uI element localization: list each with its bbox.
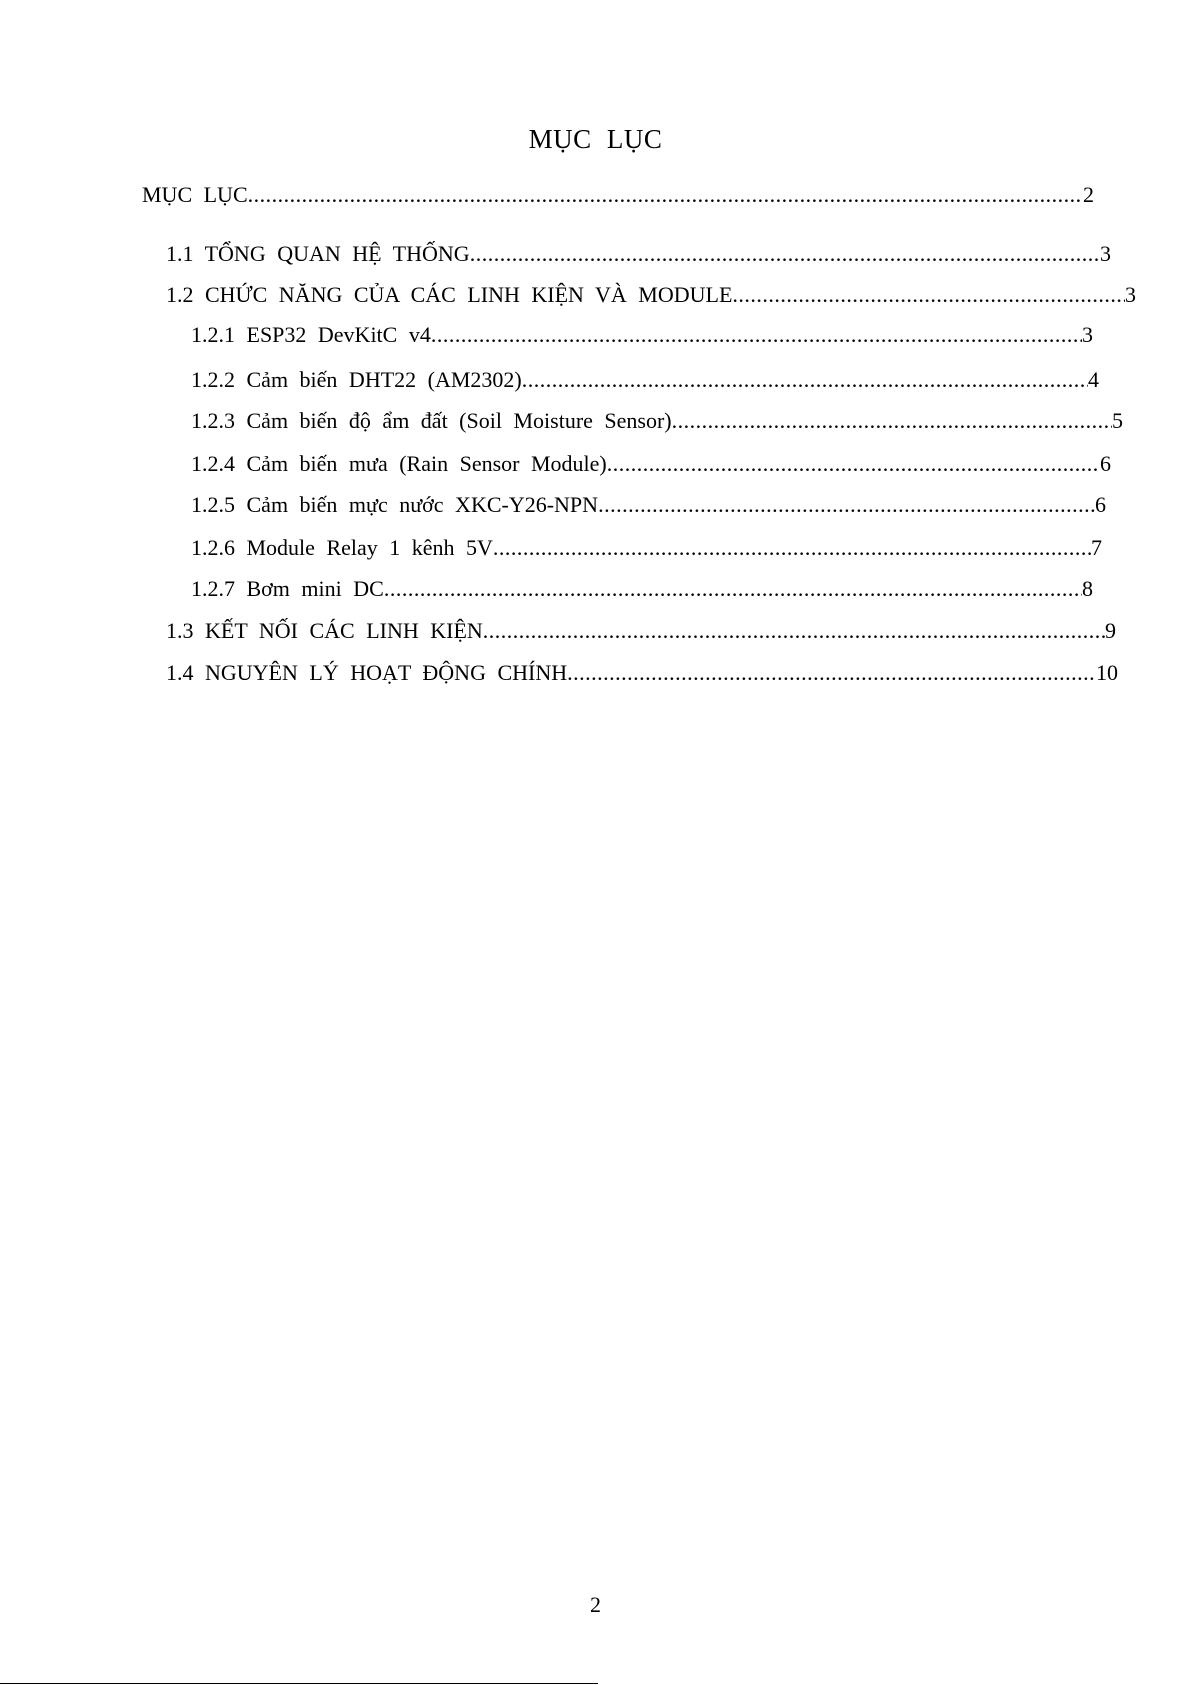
toc-entry-1-2-6[interactable] [191,534,1102,562]
toc-entry-page: 3 [1125,282,1136,307]
toc-entry-1-2-4[interactable] [191,450,1111,478]
bottom-divider [0,1683,598,1684]
toc-entry-page: 6 [1100,451,1111,476]
toc-entry-page: 10 [1096,660,1118,685]
toc-dot-leader [493,534,1091,562]
toc-entry-label: 1.2.2 Cảm biến DHT22 (AM2302) [191,367,522,392]
toc-entry-1-2-5[interactable] [191,491,1106,519]
toc-entry-1-1[interactable] [166,240,1111,268]
page-title: MỤC LỤC [528,124,663,154]
toc-entry-page: 6 [1095,492,1106,517]
toc-dot-leader [431,321,1082,349]
toc-entry-label: 1.2.6 Module Relay 1 kênh 5V [191,535,493,560]
toc-dot-leader [567,659,1096,687]
toc-entry-label: MỤC LỤC [142,182,248,207]
toc-entry-page: 7 [1091,535,1102,560]
toc-dot-leader [483,617,1105,645]
toc-dot-leader [607,450,1100,478]
toc-entry-page: 3 [1100,241,1111,266]
page-number: 2 [590,1592,601,1617]
toc-entry-1-2-2[interactable] [191,366,1099,394]
toc-entry-1-4[interactable] [166,659,1118,687]
toc-entry-label: 1.2 CHỨC NĂNG CỦA CÁC LINH KIỆN VÀ MODULE [166,282,733,307]
toc-entry-page: 9 [1105,618,1116,643]
toc-dot-leader [598,491,1095,519]
toc-dot-leader [672,407,1112,435]
toc-dot-leader [470,240,1100,268]
toc-entry-1-2-7[interactable] [191,575,1093,603]
toc-entry-1-3[interactable] [166,617,1116,645]
toc-entry-label: 1.2.3 Cảm biến độ ẩm đất (Soil Moisture Sensor) [191,408,672,433]
toc-entry-label: 1.2.5 Cảm biến mực nước XKC-Y26-NPN [191,492,599,517]
toc-dot-leader [732,281,1125,309]
toc-entry-muc-luc[interactable] [142,181,1094,209]
toc-entry-label: 1.2.1 ESP32 DevKitC v4 [191,322,431,347]
toc-entry-page: 3 [1082,322,1093,347]
toc-entry-page: 4 [1088,367,1099,392]
toc-entry-page: 5 [1112,408,1123,433]
toc-dot-leader [384,575,1082,603]
toc-entry-page: 2 [1083,182,1094,207]
toc-entry-page: 8 [1082,576,1093,601]
toc-dot-leader [248,181,1083,209]
toc-entry-1-2[interactable] [166,281,1136,309]
toc-entry-1-2-3[interactable] [191,407,1123,435]
toc-entry-label: 1.4 NGUYÊN LÝ HOẠT ĐỘNG CHÍNH [166,660,568,685]
toc-entry-label: 1.2.4 Cảm biến mưa (Rain Sensor Module) [191,451,607,476]
toc-entry-1-2-1[interactable] [191,321,1093,349]
toc-entry-label: 1.2.7 Bơm mini DC [191,576,384,601]
toc-entry-label: 1.3 KẾT NỐI CÁC LINH KIỆN [166,618,483,643]
toc-entry-label: 1.1 TỔNG QUAN HỆ THỐNG [166,241,470,266]
toc-dot-leader [522,366,1088,394]
